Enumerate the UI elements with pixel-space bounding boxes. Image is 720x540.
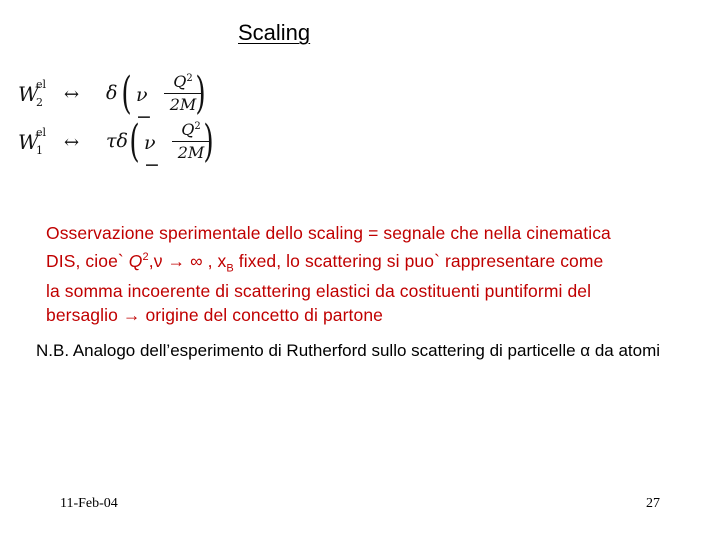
slide-title: Scaling (238, 20, 311, 45)
w2-symbol (18, 78, 47, 109)
w2-numerator: $Q^2$ (173, 72, 193, 91)
nb-note: N.B. Analogo dell’esperimento di Rutherford sullo scattering di particelle α da atomi (36, 341, 661, 360)
w1-subscript: 1 (36, 144, 43, 157)
w1-symbol (18, 126, 47, 157)
observation-line-1: Osservazione sperimentale dello scaling = segnale che nella cinematica (46, 223, 611, 243)
footer-date: 11-Feb-04 (60, 496, 118, 511)
observation-line-2: DIS, cioe` $Q^2,\nu$ → ∞ , $x_B$ fixed, lo scattering si puo` rappresentare come (46, 250, 604, 274)
w1-denominator: 2M (177, 143, 205, 162)
w1-coefficient: τδ (106, 130, 128, 152)
w2-relation: ↔ (64, 84, 80, 105)
observation-paragraph (46, 222, 706, 327)
w1-superscript: el (36, 126, 47, 139)
page-number: 27 (646, 496, 660, 511)
w1-nu: ν − (144, 132, 160, 176)
w2-left-paren: ( (121, 68, 132, 119)
observation-line-3: la somma incoerente di scattering elastici da costituenti puntiformi del (46, 281, 592, 302)
w2-subscript: 2 (36, 96, 43, 109)
w2-superscript: el (36, 78, 47, 91)
w1-right-paren: ) (203, 116, 214, 167)
w2-nu: ν − (136, 84, 152, 128)
w1-left-paren: ( (129, 116, 140, 167)
w2-right-paren: ) (195, 68, 206, 119)
w1-relation: ↔ (64, 132, 80, 153)
w2-coefficient: δ (106, 82, 118, 104)
observation-line-4: bersaglio → origine del concetto di partone (46, 304, 384, 325)
w2-letter: W (18, 82, 39, 106)
w1-numerator: $Q^2$ (181, 120, 201, 139)
w2-denominator: 2M (169, 95, 197, 114)
w1-letter: W (18, 130, 39, 154)
